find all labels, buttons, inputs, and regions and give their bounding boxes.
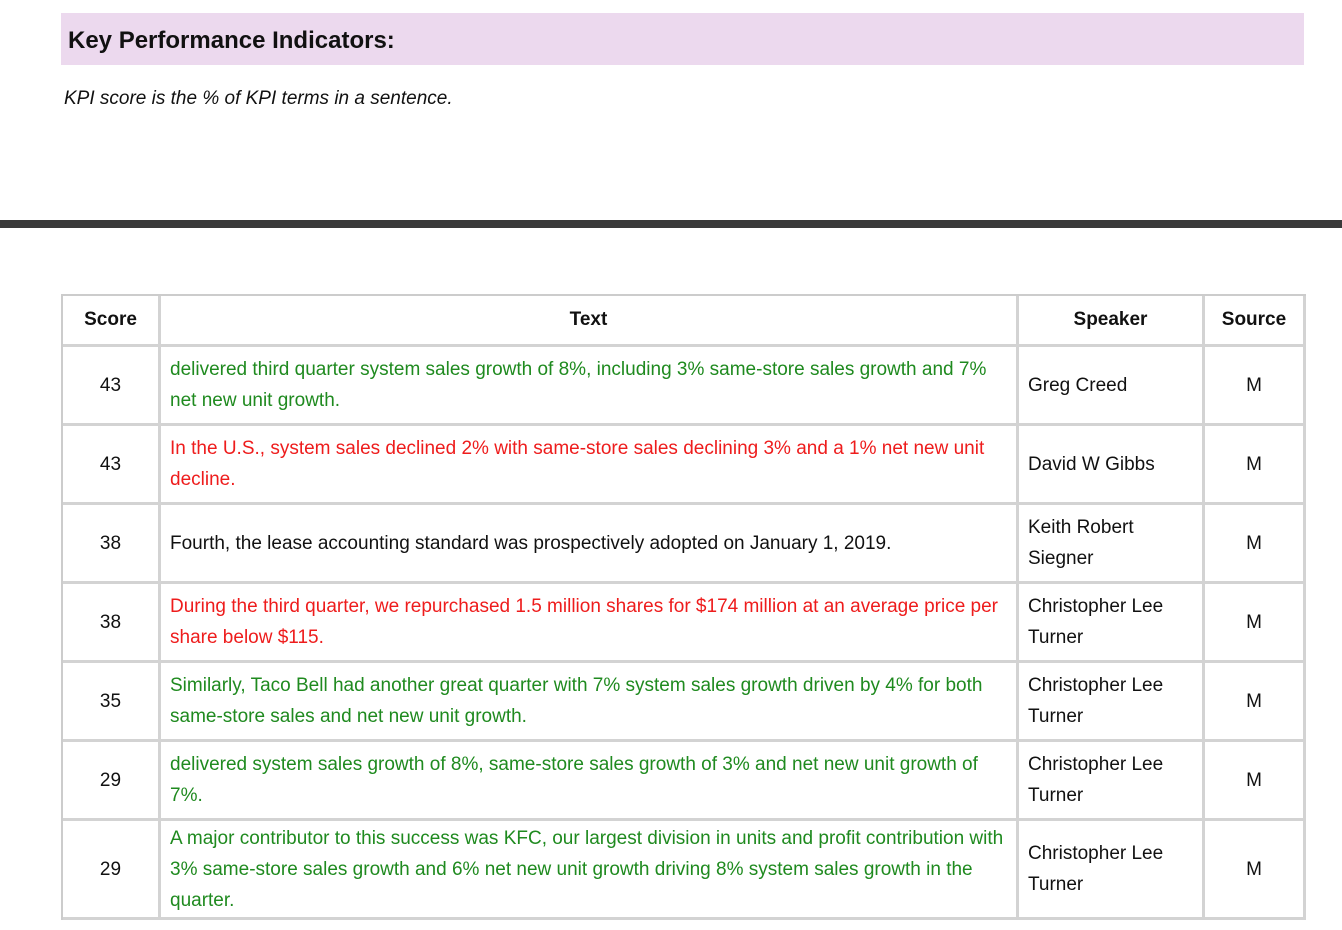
source-cell: M bbox=[1205, 347, 1306, 426]
column-header-speaker: Speaker bbox=[1019, 296, 1205, 347]
score-cell: 29 bbox=[63, 742, 161, 821]
table-row bbox=[63, 505, 1306, 584]
source-cell: M bbox=[1205, 742, 1306, 821]
text-cell: delivered system sales growth of 8%, same-store sales growth of 3% and net new unit growth of 7%. bbox=[161, 742, 1019, 821]
text-cell: Fourth, the lease accounting standard was prospectively adopted on January 1, 2019. bbox=[161, 505, 1019, 584]
score-cell: 43 bbox=[63, 347, 161, 426]
speaker-cell: David W Gibbs bbox=[1019, 426, 1205, 505]
table-row bbox=[63, 426, 1306, 505]
table-header-row bbox=[63, 296, 1306, 347]
score-cell: 38 bbox=[63, 505, 161, 584]
source-cell: M bbox=[1205, 663, 1306, 742]
section-subtitle: KPI score is the % of KPI terms in a sentence. bbox=[64, 88, 453, 109]
table-row bbox=[63, 347, 1306, 426]
source-cell: M bbox=[1205, 505, 1306, 584]
table-row bbox=[63, 742, 1306, 821]
speaker-cell: Greg Creed bbox=[1019, 347, 1205, 426]
table-row bbox=[63, 663, 1306, 742]
table-row bbox=[63, 584, 1306, 663]
speaker-cell: Christopher Lee Turner bbox=[1019, 821, 1205, 920]
speaker-cell: Christopher Lee Turner bbox=[1019, 663, 1205, 742]
kpi-table bbox=[61, 294, 1306, 920]
source-cell: M bbox=[1205, 426, 1306, 505]
text-cell: A major contributor to this success was KFC, our largest division in units and profit contribution with 3% same-store sales growth and 6% net new unit growth driving 8% system sales growth in the quarter. bbox=[161, 821, 1019, 920]
speaker-cell: Christopher Lee Turner bbox=[1019, 742, 1205, 821]
column-header-source: Source bbox=[1205, 296, 1306, 347]
column-header-score: Score bbox=[63, 296, 161, 347]
score-cell: 43 bbox=[63, 426, 161, 505]
text-cell: Similarly, Taco Bell had another great quarter with 7% system sales growth driven by 4% for both same-store sales and net new unit growth. bbox=[161, 663, 1019, 742]
column-header-text: Text bbox=[161, 296, 1019, 347]
source-cell: M bbox=[1205, 821, 1306, 920]
text-cell: During the third quarter, we repurchased 1.5 million shares for $174 million at an average price per share below $115. bbox=[161, 584, 1019, 663]
section-header bbox=[61, 13, 1304, 65]
source-cell: M bbox=[1205, 584, 1306, 663]
score-cell: 38 bbox=[63, 584, 161, 663]
section-title: Key Performance Indicators: bbox=[68, 27, 395, 54]
table-row bbox=[63, 821, 1306, 920]
score-cell: 29 bbox=[63, 821, 161, 920]
speaker-cell: Keith Robert Siegner bbox=[1019, 505, 1205, 584]
speaker-cell: Christopher Lee Turner bbox=[1019, 584, 1205, 663]
section-divider bbox=[0, 220, 1342, 228]
text-cell: In the U.S., system sales declined 2% with same-store sales declining 3% and a 1% net new unit decline. bbox=[161, 426, 1019, 505]
text-cell: delivered third quarter system sales growth of 8%, including 3% same-store sales growth and 7% net new unit growth. bbox=[161, 347, 1019, 426]
score-cell: 35 bbox=[63, 663, 161, 742]
